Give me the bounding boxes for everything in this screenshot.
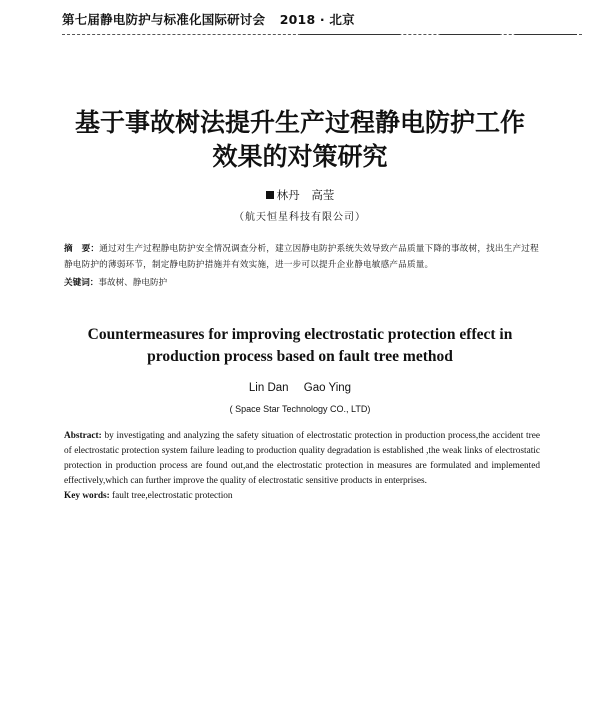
author-en-2: Gao Ying xyxy=(303,382,352,394)
affiliation-en: ( Space Star Technology CO., LTD) xyxy=(229,404,371,414)
keywords-en xyxy=(64,491,233,501)
keywords-cn-text: 事故树、静电防护 xyxy=(98,278,168,288)
keywords-cn xyxy=(64,276,167,288)
paper-title-en xyxy=(0,324,600,368)
author-cn-2: 高莹 xyxy=(311,188,335,202)
title-cn-line1: 基于事故树法提升生产过程静电防护工作 xyxy=(74,108,525,137)
abstract-en-text: by investigating and analyzing the safety situation of electrostatic protection in production process,the accident tree of electrostatic protection system failure leading to production quality degradation is established ,the weak links of electrostatic protection in production process are found out,and the electrostatic protection in measures are formulated and implemented effectively,which can further improve the quality of electrostatic sensitive products in enterprises. xyxy=(64,431,540,486)
abstract-cn-label: 摘 要： xyxy=(64,244,100,254)
title-en-line2: production process based on fault tree method xyxy=(147,348,453,365)
keywords-en-text: fault tree,electrostatic protection xyxy=(109,491,233,501)
authors-en xyxy=(0,382,600,394)
author-en-1: Lin Dan xyxy=(248,382,289,394)
header-rule-segment xyxy=(515,34,577,35)
author-cn-1: 林丹 xyxy=(276,188,300,202)
title-cn-line2: 效果的对策研究 xyxy=(212,142,388,171)
running-header xyxy=(62,10,355,28)
square-bullet-icon xyxy=(266,191,274,199)
paper-title-cn xyxy=(0,106,600,174)
keywords-cn-label: 关键词： xyxy=(64,278,99,288)
authors-cn xyxy=(0,187,600,203)
header-rule-segment xyxy=(300,34,400,35)
abstract-cn-text: 通过对生产过程静电防护安全情况调查分析，建立因静电防护系统失效导致产品质量下降的事故树，找出生产过程静电防护的薄弱环节，制定静电防护措施并有效实施，进一步可以提升企业静电敏感产品质量。 xyxy=(64,244,539,270)
title-en-line1: Countermeasures for improving electrostatic protection effect in xyxy=(87,326,513,343)
abstract-en-label: Abstract: xyxy=(64,431,102,441)
conference-name: 第七届静电防护与标准化国际研讨会 xyxy=(62,12,266,27)
affiliation-cn: （航天恒星科技有限公司） xyxy=(234,212,366,223)
header-rule-segment xyxy=(440,34,500,35)
abstract-en xyxy=(64,429,540,489)
keywords-en-label: Key words: xyxy=(64,491,110,501)
abstract-cn xyxy=(64,241,544,273)
conference-year-place: 2018 · 北京 xyxy=(279,12,355,27)
